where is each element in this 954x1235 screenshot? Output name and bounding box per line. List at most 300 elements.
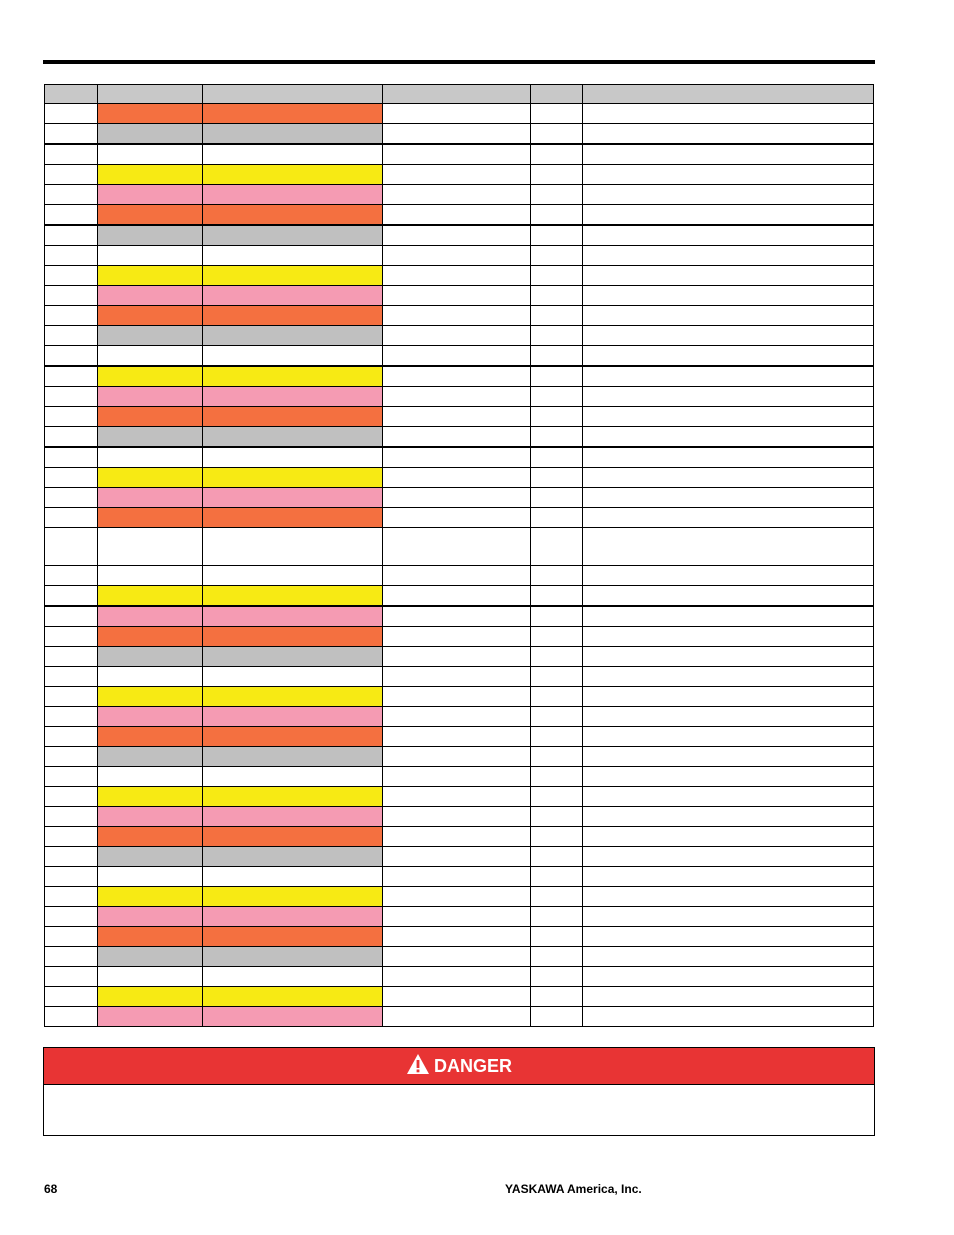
table-cell [531,907,583,927]
table-cell [531,606,583,627]
table-cell [203,627,383,647]
table-cell [531,165,583,185]
table-cell [531,366,583,387]
table-row [45,907,874,927]
table-cell [45,246,98,266]
table-row [45,927,874,947]
table-cell [98,687,203,707]
table-cell [45,165,98,185]
table-cell [203,104,383,124]
table-cell [98,566,203,586]
table-row [45,488,874,508]
table-row [45,687,874,707]
table-cell [531,185,583,205]
table-cell [583,185,874,205]
table-cell [383,205,531,226]
table-row [45,447,874,468]
table-cell [98,647,203,667]
table-row [45,306,874,326]
column-header [531,85,583,104]
table-cell [45,787,98,807]
table-cell [98,727,203,747]
table-cell [98,427,203,448]
table-cell [383,306,531,326]
table-row [45,967,874,987]
table-row [45,807,874,827]
table-cell [203,807,383,827]
table-row [45,286,874,306]
table-cell [383,927,531,947]
table-cell [583,807,874,827]
table-cell [203,508,383,528]
table-row [45,124,874,145]
footer-company: YASKAWA America, Inc. [505,1182,642,1196]
table-cell [98,144,203,165]
table-cell [383,707,531,727]
table-cell [98,346,203,367]
table-cell [45,407,98,427]
table-cell [45,508,98,528]
table-cell [203,266,383,286]
table-cell [45,566,98,586]
table-cell [203,987,383,1007]
danger-notice [43,1047,875,1136]
table-cell [45,387,98,407]
table-cell [383,807,531,827]
table-cell [45,867,98,887]
table-cell [583,246,874,266]
table-cell [203,767,383,787]
table-cell [583,326,874,346]
table-cell [383,987,531,1007]
table-cell [45,1007,98,1027]
table-cell [583,387,874,407]
top-rule [43,60,875,64]
column-header [583,85,874,104]
table-cell [98,667,203,687]
table-cell [583,447,874,468]
table-cell [383,508,531,528]
table-cell [383,847,531,867]
table-cell [383,606,531,627]
table-cell [203,165,383,185]
table-cell [383,225,531,246]
table-cell [45,927,98,947]
table-cell [203,647,383,667]
table-cell [203,205,383,226]
table-cell [45,488,98,508]
table-cell [203,306,383,326]
table-row [45,566,874,586]
column-header [383,85,531,104]
table-cell [98,807,203,827]
table-cell [583,947,874,967]
table-cell [583,827,874,847]
table-cell [583,165,874,185]
table-cell [583,104,874,124]
table-cell [45,286,98,306]
table-cell [531,667,583,687]
table-cell [45,887,98,907]
table-cell [383,907,531,927]
table-cell [98,747,203,767]
table-cell [45,967,98,987]
table-cell [583,366,874,387]
table-cell [203,366,383,387]
table-cell [98,1007,203,1027]
table-cell [203,346,383,367]
table-cell [531,787,583,807]
table-cell [531,104,583,124]
table-row [45,747,874,767]
table-cell [383,346,531,367]
table-cell [98,847,203,867]
table-cell [45,947,98,967]
table-cell [45,447,98,468]
table-cell [583,627,874,647]
table-cell [383,144,531,165]
table-cell [383,124,531,145]
table-cell [583,927,874,947]
table-cell [383,366,531,387]
table-cell [531,387,583,407]
table-cell [383,286,531,306]
table-cell [583,266,874,286]
table-cell [383,967,531,987]
table-cell [583,407,874,427]
table-row [45,205,874,226]
table-cell [531,528,583,566]
table-cell [583,606,874,627]
table-row [45,887,874,907]
table-cell [203,528,383,566]
table-cell [98,104,203,124]
table-cell [383,488,531,508]
table-cell [98,767,203,787]
table-cell [98,707,203,727]
table-cell [531,306,583,326]
table-cell [203,887,383,907]
table-cell [383,787,531,807]
table-row [45,407,874,427]
table-cell [531,727,583,747]
table-cell [45,205,98,226]
table-cell [583,667,874,687]
table-cell [45,807,98,827]
table-cell [531,586,583,607]
table-row [45,366,874,387]
table-cell [45,907,98,927]
table-cell [45,727,98,747]
table-cell [98,124,203,145]
table-cell [531,827,583,847]
table-row [45,947,874,967]
table-cell [383,266,531,286]
table-cell [45,687,98,707]
table-row [45,427,874,448]
table-cell [531,246,583,266]
table-cell [583,566,874,586]
table-cell [383,185,531,205]
table-cell [383,767,531,787]
table-cell [531,266,583,286]
table-row [45,1007,874,1027]
table-cell [203,907,383,927]
table-cell [583,286,874,306]
table-cell [203,326,383,346]
table-cell [583,907,874,927]
table-row [45,606,874,627]
page-number: 68 [44,1182,58,1196]
table-cell [583,508,874,528]
table-cell [583,427,874,448]
table-cell [383,104,531,124]
table-row [45,528,874,566]
table-cell [45,144,98,165]
table-cell [98,266,203,286]
table-cell [203,246,383,266]
table-cell [203,185,383,205]
table-cell [383,407,531,427]
table-cell [45,647,98,667]
table-cell [98,326,203,346]
table-cell [383,687,531,707]
table-cell [45,124,98,145]
table-cell [583,346,874,367]
table-cell [98,286,203,306]
table-cell [98,927,203,947]
table-cell [98,468,203,488]
table-cell [98,366,203,387]
table-cell [583,727,874,747]
table-cell [383,727,531,747]
table-cell [383,947,531,967]
table-cell [98,787,203,807]
table-cell [98,606,203,627]
table-cell [583,144,874,165]
table-cell [383,1007,531,1027]
table-header-row [45,85,874,104]
table-cell [383,246,531,266]
table-row [45,185,874,205]
table-cell [98,165,203,185]
table-cell [531,967,583,987]
table-row [45,627,874,647]
table-cell [98,528,203,566]
table-cell [45,104,98,124]
table-row [45,508,874,528]
table-cell [531,225,583,246]
table-cell [45,266,98,286]
table-cell [98,867,203,887]
table-cell [45,767,98,787]
table-row [45,468,874,488]
table-cell [531,124,583,145]
table-row [45,586,874,607]
table-cell [45,326,98,346]
table-cell [45,528,98,566]
danger-header [44,1048,874,1085]
table-cell [383,165,531,185]
table-cell [98,225,203,246]
table-row [45,647,874,667]
table-cell [383,566,531,586]
table-cell [45,606,98,627]
warning-triangle-icon [406,1053,430,1080]
table-cell [383,627,531,647]
table-cell [45,827,98,847]
table-cell [531,747,583,767]
table-cell [531,488,583,508]
table-cell [583,867,874,887]
table-cell [383,427,531,448]
table-cell [98,306,203,326]
table-cell [98,947,203,967]
table-cell [98,907,203,927]
table-cell [583,1007,874,1027]
table-cell [531,887,583,907]
table-cell [583,306,874,326]
table-cell [583,647,874,667]
table-cell [203,1007,383,1027]
table-cell [45,427,98,448]
table-cell [98,205,203,226]
table-cell [203,387,383,407]
table-cell [45,747,98,767]
table-cell [98,488,203,508]
table-cell [45,366,98,387]
table-cell [531,687,583,707]
table-cell [383,387,531,407]
table-cell [583,586,874,607]
table-row [45,867,874,887]
table-cell [98,627,203,647]
table-cell [203,427,383,448]
table-cell [45,306,98,326]
table-cell [531,927,583,947]
table-cell [203,787,383,807]
table-cell [583,528,874,566]
column-header [203,85,383,104]
table-cell [203,967,383,987]
table-cell [583,847,874,867]
table-cell [583,747,874,767]
table-cell [531,447,583,468]
table-cell [583,488,874,508]
table-cell [531,144,583,165]
table-cell [98,967,203,987]
table-row [45,847,874,867]
table-cell [45,627,98,647]
table-cell [203,867,383,887]
table-cell [203,847,383,867]
danger-label: DANGER [433,1055,512,1076]
table-row [45,266,874,286]
table-cell [383,447,531,468]
table-cell [203,225,383,246]
table-cell [383,586,531,607]
table-cell [531,427,583,448]
table-cell [383,468,531,488]
table-row [45,767,874,787]
table-cell [383,326,531,346]
table-cell [203,606,383,627]
table-cell [203,827,383,847]
table-row [45,225,874,246]
table-row [45,987,874,1007]
table-row [45,387,874,407]
table-row [45,727,874,747]
table-cell [45,847,98,867]
column-header [45,85,98,104]
table-cell [203,144,383,165]
table-cell [583,787,874,807]
table-row [45,326,874,346]
table-cell [531,346,583,367]
table-cell [45,667,98,687]
table-cell [583,225,874,246]
table-cell [45,225,98,246]
table-cell [531,468,583,488]
table-cell [45,346,98,367]
table-cell [203,468,383,488]
table-cell [583,468,874,488]
table-cell [583,967,874,987]
table-cell [98,887,203,907]
table-cell [203,947,383,967]
table-row [45,165,874,185]
table-cell [531,867,583,887]
table-cell [583,205,874,226]
table-cell [203,566,383,586]
table-cell [531,987,583,1007]
column-header [98,85,203,104]
table-cell [203,407,383,427]
table-cell [531,807,583,827]
table-cell [383,887,531,907]
table-cell [203,667,383,687]
table-cell [98,387,203,407]
table-cell [531,947,583,967]
table-cell [531,767,583,787]
table-cell [45,185,98,205]
table-row [45,707,874,727]
table-cell [98,508,203,528]
table-cell [98,827,203,847]
table-cell [98,185,203,205]
table-cell [98,987,203,1007]
table-cell [203,747,383,767]
table-cell [531,647,583,667]
table-cell [531,1007,583,1027]
table-cell [203,727,383,747]
table-body [45,104,874,1027]
table-cell [531,407,583,427]
table-cell [203,488,383,508]
table-cell [383,528,531,566]
table-cell [45,987,98,1007]
table-cell [203,707,383,727]
table-cell [531,508,583,528]
table-row [45,346,874,367]
table-row [45,827,874,847]
table-cell [98,586,203,607]
table-cell [203,286,383,306]
table-cell [531,566,583,586]
parameter-table [44,84,873,1027]
table-row [45,787,874,807]
table-cell [531,847,583,867]
